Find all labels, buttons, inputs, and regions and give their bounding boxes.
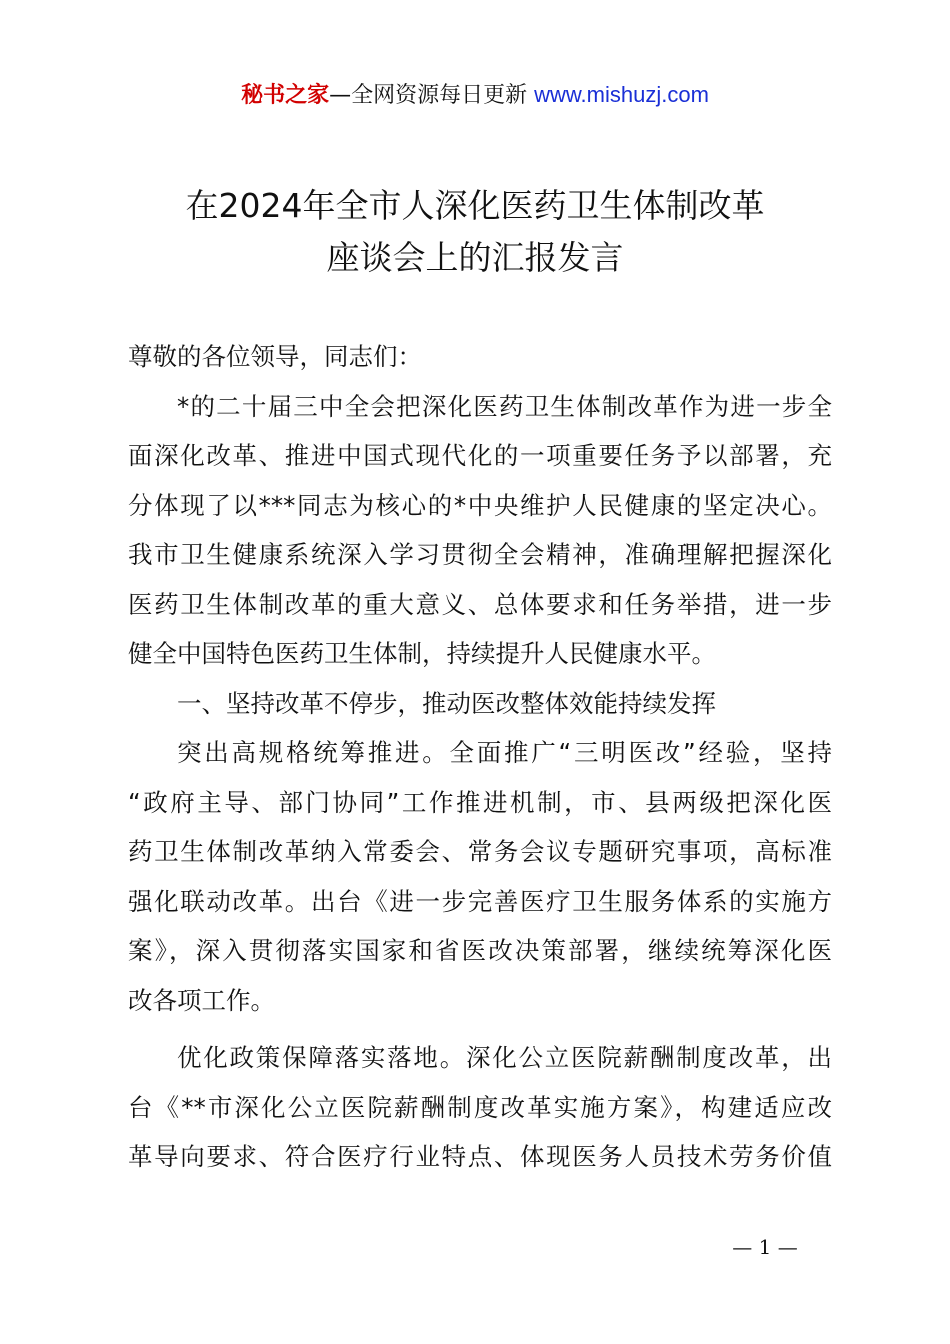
document-body: [128, 332, 832, 1182]
salutation-text: 尊敬的各位领导，同志们：: [128, 342, 422, 371]
paragraph-line: 分体现了以***同志为核心的*中央维护人民健康的坚定决心。: [128, 490, 832, 520]
site-url-link[interactable]: www.mishuzj.com: [534, 82, 709, 107]
paragraph-line: 改各项工作。: [128, 985, 275, 1015]
brand-name: 秘书之家: [241, 83, 330, 108]
site-banner: [0, 78, 950, 113]
paragraph-line: 优化政策保障落实落地。深化公立医院薪酬制度改革，出: [177, 1043, 832, 1072]
paragraph-line: 医药卫生体制改革的重大意义、总体要求和任务举措，进一步: [128, 589, 832, 619]
paragraph-coordination: [128, 728, 832, 1025]
page-number: — 1 —: [732, 1235, 798, 1259]
title-line-2: 座谈会上的汇报发言: [326, 238, 624, 277]
document-title: [0, 180, 950, 284]
paragraph-line: 我市卫生健康系统深入学习贯彻全会精神，准确理解把握深化: [128, 540, 832, 569]
paragraph-policy: [128, 1033, 832, 1182]
paragraph-line: 面深化改革、推进中国式现代化的一项重要任务予以部署，充: [128, 441, 832, 470]
section-heading-text: 一、坚持改革不停步，推动医改整体效能持续发挥: [177, 688, 716, 718]
paragraph-line: 健全中国特色医药卫生体制，持续提升人民健康水平。: [128, 639, 716, 668]
paragraph-line: 革导向要求、符合医疗行业特点、体现医务人员技术劳务价值: [128, 1142, 832, 1171]
paragraph-line: 突出高规格统筹推进。全面推广“三明医改”经验，坚持: [177, 738, 832, 767]
paragraph-line: 药卫生体制改革纳入常委会、常务会议专题研究事项，高标准: [128, 837, 832, 866]
paragraph-gap: [128, 1025, 832, 1033]
salutation: [128, 332, 832, 382]
paragraph-line: “政府主导、部门协同”工作推进机制，市、县两级把深化医: [128, 787, 832, 817]
paragraph-line: *的二十届三中全会把深化医药卫生体制改革作为进一步全: [177, 391, 832, 421]
paragraph-line: 强化联动改革。出台《进一步完善医疗卫生服务体系的实施方: [128, 886, 832, 916]
section-heading-1: [128, 679, 832, 729]
paragraph-intro: [128, 382, 832, 679]
paragraph-line: 案》，深入贯彻落实国家和省医改决策部署，继续统筹深化医: [128, 936, 832, 965]
banner-slogan: —全网资源每日更新: [329, 83, 535, 108]
paragraph-line: 台《**市深化公立医院薪酬制度改革实施方案》，构建适应改: [128, 1092, 832, 1122]
title-line-1: 在2024年全市人深化医药卫生体制改革: [185, 186, 765, 225]
